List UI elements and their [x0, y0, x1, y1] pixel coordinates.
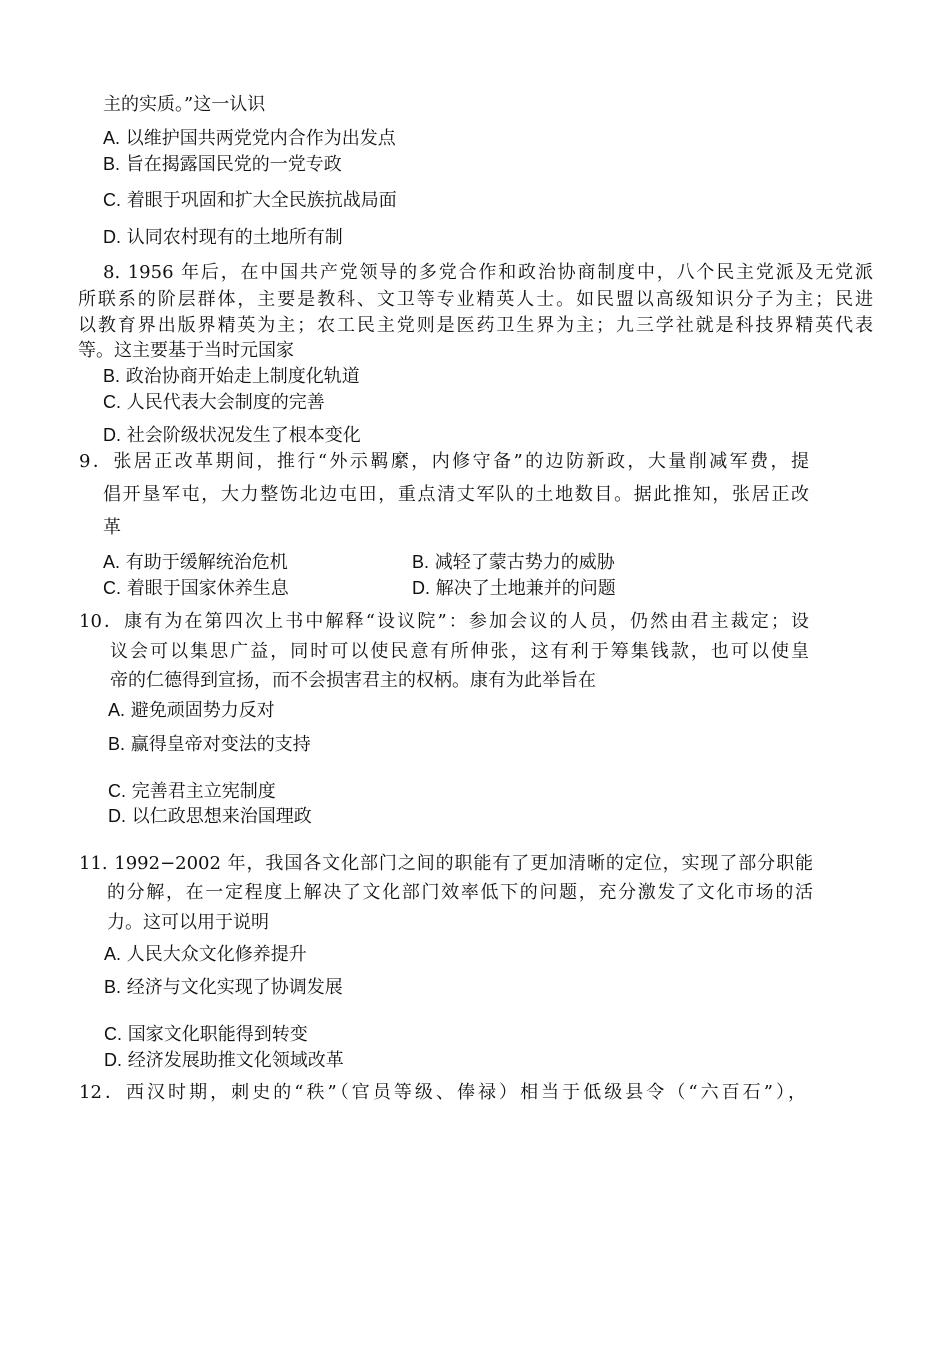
option-text: 完善君主立宪制度 — [131, 781, 276, 802]
q7-option-a[interactable] — [103, 127, 396, 150]
q8-stem-line-3: 以教育界出版界精英为主；农工民主党则是医药卫生界为主；九三学社就是科技界精英代表 — [78, 315, 873, 336]
q12-stem-line-1: 12．西汉时期，刺史的“秩”（官员等级、俸禄）相当于低级县令（“六百石”）， — [79, 1082, 806, 1103]
option-letter: D. — [412, 578, 430, 598]
option-text: 政治协商开始走上制度化轨道 — [125, 366, 360, 387]
q9-stem-line-2: 倡开垦军屯，大力整饬北边屯田，重点清丈军队的土地数目。据此推知，张居正改 — [103, 484, 809, 505]
q9-stem-line-1: 9．张居正改革期间，推行“外示羁縻，内修守备”的边防新政，大量削减军费，提 — [79, 451, 809, 472]
option-text: 旨在揭露国民党的一党专政 — [125, 154, 342, 175]
q10-option-b[interactable] — [108, 733, 311, 756]
q9-option-b[interactable] — [412, 551, 615, 574]
q8-option-c[interactable] — [103, 391, 325, 414]
option-text: 认同农村现有的土地所有制 — [126, 227, 343, 248]
q10-stem-line-1: 10．康有为在第四次上书中解释“设议院”：参加会议的人员，仍然由君主裁定；设 — [79, 611, 809, 632]
option-letter: D. — [103, 227, 121, 247]
q11-option-c[interactable] — [104, 1023, 308, 1046]
q10-stem-line-3: 帝的仁德得到宣扬，而不会损害君主的权柄。康有为此举旨在 — [110, 670, 596, 691]
q11-option-d[interactable] — [104, 1049, 344, 1072]
q10-stem-line-2: 议会可以集思广益，同时可以使民意有所伸张，这有利于筹集钱款，也可以使皇 — [110, 641, 809, 662]
q9-option-d[interactable] — [412, 577, 616, 600]
option-text: 国家文化职能得到转变 — [127, 1024, 308, 1045]
q8-stem-line-2: 所联系的阶层群体，主要是教科、文卫等专业精英人士。如民盟以高级知识分子为主；民进 — [78, 289, 873, 310]
option-letter: C. — [108, 781, 126, 801]
q9-option-c[interactable] — [103, 577, 289, 600]
q11-stem-line-2: 的分解，在一定程度上解决了文化部门效率低下的问题，充分激发了文化市场的活 — [107, 882, 813, 903]
q8-stem-line-4: 等。这主要基于当时元国家 — [78, 340, 294, 361]
option-text: 解决了土地兼并的问题 — [435, 578, 616, 599]
q11-stem-line-1: 11. 1992−2002 年，我国各文化部门之间的职能有了更加清晰的定位，实现了部分职能 — [79, 853, 813, 874]
q7-option-c[interactable] — [103, 189, 397, 212]
q10-option-c[interactable] — [108, 780, 276, 803]
option-text: 人民代表大会制度的完善 — [126, 392, 325, 413]
q10-option-d[interactable] — [108, 805, 312, 828]
q7-option-b[interactable] — [103, 153, 342, 176]
option-letter: B. — [412, 552, 430, 572]
option-text: 着眼于巩固和扩大全民族抗战局面 — [126, 190, 397, 211]
option-letter: A. — [108, 700, 126, 720]
q11-option-a[interactable] — [104, 943, 307, 966]
option-text: 以仁政思想来治国理政 — [131, 806, 312, 827]
q8-option-b[interactable] — [103, 365, 360, 388]
option-letter: C. — [103, 578, 121, 598]
q9-option-a[interactable] — [103, 551, 288, 574]
option-letter: D. — [103, 425, 121, 445]
option-text: 减轻了蒙古势力的威胁 — [434, 552, 615, 573]
option-text: 着眼于国家休养生息 — [126, 578, 289, 599]
option-letter: B. — [103, 366, 121, 386]
option-text: 社会阶级状况发生了根本变化 — [126, 425, 361, 446]
option-letter: A. — [104, 944, 122, 964]
option-letter: B. — [108, 734, 126, 754]
q11-stem-line-3: 力。这可以用于说明 — [107, 912, 269, 933]
option-text: 避免顽固势力反对 — [130, 700, 275, 721]
option-text: 人民大众文化修养提升 — [126, 944, 307, 965]
option-text: 有助于缓解统治危机 — [125, 552, 288, 573]
option-text: 赢得皇帝对变法的支持 — [130, 734, 311, 755]
q8-stem-line-1: 8. 1956 年后，在中国共产党领导的多党合作和政治协商制度中，八个民主党派及无党派 — [103, 262, 873, 283]
option-letter: A. — [103, 128, 121, 148]
q10-option-a[interactable] — [108, 699, 275, 722]
option-text: 经济与文化实现了协调发展 — [126, 977, 343, 998]
option-letter: D. — [108, 806, 126, 826]
option-letter: C. — [103, 190, 121, 210]
option-letter: C. — [103, 392, 121, 412]
option-letter: A. — [103, 552, 121, 572]
option-letter: B. — [103, 154, 121, 174]
q7-stem-continuation: 主的实质。”这一认识 — [103, 94, 266, 115]
option-text: 以维护国共两党党内合作为出发点 — [125, 128, 396, 149]
option-text: 经济发展助推文化领域改革 — [127, 1050, 344, 1071]
option-letter: C. — [104, 1024, 122, 1044]
q8-option-d[interactable] — [103, 424, 361, 447]
option-letter: D. — [104, 1050, 122, 1070]
q11-option-b[interactable] — [104, 976, 343, 999]
q9-stem-line-3: 革 — [103, 517, 121, 538]
option-letter: B. — [104, 977, 122, 997]
q7-option-d[interactable] — [103, 226, 343, 249]
